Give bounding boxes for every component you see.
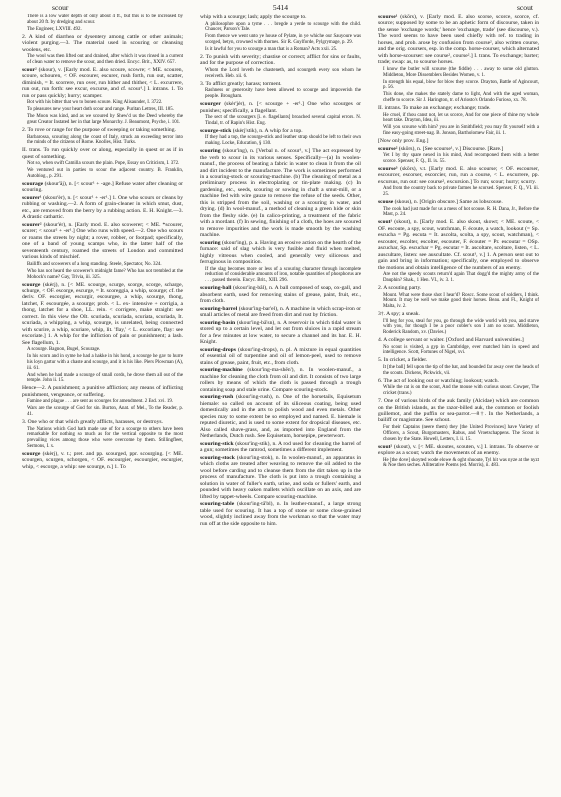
- column-middle: [200, 14, 361, 794]
- dictionary-entry: scouring-stick (skour'ing-stik), n. A rod used for cleaning the barrel of a gun; sometimes the ramrod, sometimes a different implement.: [200, 440, 361, 454]
- dictionary-entry: scout² (skout), v. [< ME. skoutes, scouten, v.] I. intrans. To observe or explore as a scout; watch the movements of an enemy.: [378, 443, 539, 456]
- quotation: In strength his equal, blow for blow they scorce. Drayton, Battle of Agincourt, p. 56.: [383, 79, 539, 91]
- headword: scouring: [200, 148, 221, 155]
- dictionary-entry: scouring-ball (skour'ing-bâl), n. A ball composed of soap, ox-gall, and absorbent earth, used for removing stains of grease, paint, fruit, etc., from cloth.: [200, 285, 361, 305]
- dictionary-entry: scourse³ (skōrs), v.t. [Early mod. E. also scourse; < OF. escourser, escourcer, escorser, escorcier, run, run a course, < L. excurrere, pp. excursus, run out: see course², excursion.] To run; scour; hurry; scurry.: [378, 165, 539, 185]
- quotation: The cook had just made for us a mess of hot scouse. R. H. Dana, Jr., Before the Mast, p. 24.: [383, 206, 539, 218]
- headword: scouring-stick: [200, 440, 234, 447]
- quotation: If they had a top, the scourge-stick and leather strap should be left to their own making. Locke, Education, § 130.: [205, 135, 361, 147]
- headword: scourge: [22, 281, 41, 288]
- quotation: This done, she makes the stately dame to light, And with the aged woman, cheffe to scorce. Sir J. Harington, tr. of Ariosto's Orlando Furioso, xx. 78.: [383, 92, 539, 103]
- headword: scout²: [378, 443, 393, 450]
- quotation: Bot with his bitter that wo to bonen scoure. King Alisaunder, I. 3722.: [27, 100, 163, 106]
- dictionary-entry: scouring (skour'ing), n. [Verbal n. of scour¹, v.] The act expressed by the verb to scour in its various senses. Specifically—(a) In woolen-manuf., the process of beating a fabric in water to clean it from the oil and dirt incident to the manufacture. The work is sometimes performed in a scouring-stock or scouring-machine. (b) The cleaning of metal as a preliminary process in electroplating or tin-plate making. (c) In gardening, etc., seeds, scouring or sowing in chaft a smut-mill, or a machine fed with wire gauze to remove the refuse of the seeds. Other, this is stripped from the soil, washing or a scouring in water, and drying. (d) In wool-manuf., a method of cleaning a green hide or skin from the fleshy side. (e) In calico-printing, a treatment of the fabric with a mordant. (f) In sewing, finishing of a cloth, the hoes are scoured to remove impurities and the work is made smooth by the washing machine.: [200, 148, 361, 239]
- definition-text: 3. One who or that which greatly afflicts, harasses, or destroys.: [22, 419, 163, 426]
- column-right: [378, 14, 539, 794]
- headword: scouring-barrel: [200, 305, 238, 312]
- quotation: Mount. What were those shot I hear'd? Roscc. Some scout of soldiers, I think. Mount. It may be well we make good their horses. Beau. and Fl., Knight of Malta, iv. 2.: [383, 292, 539, 310]
- definition-text: 3. To afflict greatly; harass; torment.: [200, 80, 282, 87]
- quotation: The Nations which God hath made use of for a scourge to others have been remarkable for nothing so much as for the vertical opposite to the most prevailing vices among those who were overcome by them. Stillingfleet, Sermons, I. x.: [27, 426, 183, 449]
- guide-word-left: scour: [52, 3, 69, 12]
- quotation: Whom the Lord loveth he chasteneth, and scourgeth every son whom he receiveth. Heb. xii. 6.: [205, 68, 361, 79]
- quotation: Who has not heard the scowerer's midnight fame? Who has not trembled at the Mohock's name? Gay, Trivia, iii. 325.: [27, 268, 183, 280]
- quotation: And when he had made a scourge of small cords, he drove them all out of the temple. John ii. 15.: [27, 372, 183, 384]
- headword: scouse: [378, 199, 394, 206]
- page-number: 5414: [272, 3, 289, 12]
- column-left: [22, 14, 183, 794]
- headword: scourse³: [378, 165, 398, 172]
- headword: scouring-ball: [200, 285, 232, 292]
- definition-text: 6. The act of looking out or watching; lookout; watch.: [378, 377, 499, 384]
- definition-text: whip with a scourge; lash; apply the scourge to.: [200, 14, 307, 20]
- quotation: Not so, when swift Camilla scours the plain. Pope, Essay on Criticism, I. 372.: [27, 161, 180, 167]
- quotation: Wars are the scourge of God for sin. Burton, Anat. of Mel., To the Reader, p. 41.: [27, 406, 183, 418]
- dictionary-entry: scour² (skour), v. [Early mod. E. also scoure, scowre; < ME. scouren, scoure, schouren, < OF. escourer, escurer, rush forth, run out, scatter, diminish, = It. scorrere, run over, run hither and thither, < L. excurrere, run out, run forth: see excur, excurse, and cf. scour¹.] I. intrans. 1. To run or pass quickly; hurry; scamper.: [22, 66, 183, 99]
- dictionary-entry: scouse (skous), n. [Origin obscure.] Same as lobscouse.: [378, 199, 503, 206]
- dictionary-entry: scouring (skour'ing), p. a. Having an erosive action on the hearth of the furnace: said of slag which is very fusible and fluid when melted, highly vitreous when cooled, and generally very siliceous and ferruginous in composition.: [200, 239, 361, 266]
- headword: scourer²: [22, 222, 42, 229]
- quotation: No scout is visited, a gyp in Cambridge, ever matched him in speed and intelligence. Scott, Fortunes of Nigel, xvi.: [383, 344, 539, 356]
- headword: scouring-stock: [200, 454, 235, 461]
- quotation: The wool was then lifted out and drained, after which it was rinsed in a current of clean water to remove the scour, and then dried. Encyc. Brit., XXIV. 657.: [27, 54, 183, 65]
- quotation: The sect of the scourgers [i. e. flagellants] broached several capital errors. N. Tindal, tr. of Rapin's Hist. Eng.: [205, 115, 361, 126]
- definition-text: II. trans. To run quickly over or along, especially in quest or as if in quest of something.: [22, 147, 183, 160]
- dictionary-entry: scourer¹ (skour'ėr), n. [< scour¹ + -er¹.] 1. One who scours or cleans by rubbing or washing.—2. A form of grain-cleaner in which smut, dust, etc., are removed from the berry by a rubbing action. E. H. Knight.—3. A drastic cathartic.: [22, 195, 183, 221]
- definition-text: 2. A kind of diarrhea or dysentery among cattle or other animals; violent purging.—3. The material used in scouring or cleansing woolens, etc.: [22, 33, 183, 53]
- quotation: In his scorn and in syme he had a hakke in his hond, a scourge he gav to hurre his loyn gartur with a chaste and scourge, and it is his like. Piers Plowman (A), iii. 61.: [27, 354, 183, 371]
- dictionary-entry: scourse¹ (skōrs), v. [Early mod. E. also scorse, scorce, scorce, cf. source; supposed by some to be an aphetic form of discourse, taken in the sense 'exchange words;' hence 'exchange, trade' (see discourse, v.). The word seems to have been used chiefly with ref. to trading in horses, and prob. arose by confusion from course², also written course, and the orig. coursers, esp. in the comp. horse-courser, which alternated with horse-scourser: see course², course².] I. trans. To exchange; barter; trade; swap: as, to scourse horses.: [378, 14, 539, 66]
- quotation: There is a low water depth of only about 4 ft., but this is to be increased by about 20 ft. by dredging and scour.: [27, 14, 183, 25]
- quotation: Barbarossa, scouring along the coast of Italy, struck an exceeding terror into the minds of the citizens of Rome. Knolles, Hist. Turks.: [27, 134, 183, 146]
- headword: scourse²: [378, 145, 398, 152]
- quotation: Famine and plague . . . are sent as scourges for amendment. 2 Esd. xvi. 19.: [27, 399, 174, 405]
- dictionary-entry: scourage (skour'āj), n. [< scour¹ + -age.] Refuse water after cleaning or scouring.: [22, 180, 183, 194]
- headword: scourger: [200, 101, 221, 108]
- headword: scourge-stick: [200, 127, 232, 134]
- dictionary-entry: scourger (skėr'jėr), n. [< scourge + -er¹.] One who scourges or punishes; specifically, a flagellant.: [200, 101, 361, 114]
- definition-text: 2. To rove or range for the purpose of sweeping or taking something.: [22, 126, 176, 133]
- quotation: Will you scourse with him? you are in Smithfield; you may fit yourself with a fine easy-going street-nag. B. Jonson, Bartholomew Fair, iii. 1.: [383, 125, 539, 136]
- quotation: And from the country back to private farmes he scorsed. Spenser, F. Q., VI. iii. 25.: [383, 186, 539, 198]
- headword: scouring-rush: [200, 394, 234, 401]
- headword: scourer¹: [22, 195, 42, 202]
- quotation: I know the butler will scourse (the fiddle) . . . away to some old glutton. Middleton, More Dissemblers Besides Women, v. 1.: [383, 66, 539, 78]
- quotation: The Moon was kind, and as we scoured by Shew'd us the Deed whereby the great Creator Instated her in that large Monarchy. J. Beaumont, Psyche, i. 101.: [27, 114, 183, 125]
- quotation: While the rat is on the scout, And the mouse with curious snout. Cowper, The cricket (trans.): [383, 385, 539, 397]
- dictionary-entry: scourge (skėrj), v. t.; pret. and pp. scourged, ppr. scourging. [< ME. scourgen, scurgen, schorgen, < OF. escourgier, escourgier, escurgier, whip, < escorge, a whip: see scourge, n.] 1. To: [22, 450, 183, 470]
- dictionary-entry: scouring-drops (skour'ing-drops), n. pl. A mixture in equal quantities of essential oil of turpentine and oil of lemon-peel, used to remove stains of grease, paint, fruit, etc., from cloth.: [200, 346, 361, 366]
- quotation: For their Captains (neere them) they [the United Provinces] have Variety of Officers, a Scout, Burgomasters, Rabus, and Vroetschappens. The Scout is chosen by the State. Howell, Letters, I. ii. 15.: [383, 425, 539, 442]
- headword: scout¹: [378, 219, 393, 226]
- headword: scouring-drops: [200, 346, 236, 353]
- quotation: To pleasures new your heart doth scour and range. Puritan Lettres, III. 185.: [27, 107, 174, 113]
- headword: scouring-basin: [200, 319, 236, 326]
- quotation: Rashness or generosity have been allowed to scourge and impoverish the people. Brougham.: [205, 88, 361, 100]
- quotation: If the slag becomes more or less of a scouring character through incomplete reduction of considerable amounts of iron, notable quantities of phosphorus are . . . passed therein. Encyc. Brit., XIII. 296.: [205, 266, 361, 284]
- quotation: It [the ball] fell upon the tip of the bat, and bounded far away over the heads of the scouts. Dickens, Pickwick, vii.: [383, 365, 539, 376]
- definition-text: 5. In cricket, a fielder.: [378, 357, 428, 364]
- definition-text: Hence—2. A punishment; a punitive affliction; any means of inflicting punishment, vengeance, or suffering.: [22, 385, 183, 398]
- quotation: I'll beg for you, steal for you, go through the wide world with you, and starve with you, for though I be a poor cobler's son I am no scout. Middleton, Roderick Random, xv. (Davies.): [383, 318, 539, 336]
- headword: scourge: [22, 450, 41, 457]
- headword: scourage: [22, 180, 44, 187]
- quotation: A philosophre upon a tyme . . . bregde a yerde to scourge with the child. Chaucer, Parson's Tale.: [205, 21, 361, 33]
- headword: scour²: [22, 66, 37, 73]
- dictionary-entry: scourse² (skōrs), n. [See scourse¹, v.] Discourse. [Rare.]: [378, 145, 504, 152]
- page-header: [0, 3, 561, 13]
- headword: scouring: [200, 239, 221, 246]
- headword: scouring-table: [200, 501, 235, 508]
- quotation: A scourge. Bagnon, Bugel, Scourage.: [27, 347, 101, 353]
- dictionary-entry: scouring-barrel (skour'ing-bar'el), n. A machine in which scrap-iron or small articles of metal are freed from dirt and rust by friction.: [200, 305, 361, 319]
- guide-word-right: scout: [516, 3, 533, 12]
- headword: scouring-machine: [200, 367, 243, 374]
- dictionary-entry: scouring-rush (skour'ing-rush), n. One of the horsetails, Equisetum hiemale: so called on account of its siliceous coating, being used domestically and in the arts to polish wood and even metals. Other species may to some extent be so employed and named. E. hiemale is reputed diuretic, and is used to some extent for dropsical diseases, etc. Also called shave-grass, and, as imported into England from the Netherlands, Dutch rush. See Equisetum, horsepipe, pewterwort.: [200, 394, 361, 440]
- definition-text: II. intrans. To make an exchange; exchange; trade.: [378, 104, 491, 111]
- dictionary-entry: scourge-stick (skėrj'stik), n. A whip for a top.: [200, 127, 303, 134]
- dictionary-entry: scourge (skėrj), n. [< ME. scourge, scurge, scorge, scorge, scharge, schurge, < OF. escorge, escurge, = It. scoreggia, a whip, scourge; cf. the deriv. OF. escorgier, escurgir, escourgee, a whip, scourge, thong, latchet, F. escourgée, a scourge; prob. < L. ex- intensive + corrigia, a thong, latchet for a shoe, LL. rein. < corrigere, make straight: see correct. In this view the OIt. scuriada, scuriada, scuriata, scuriada, It. scuriada, a whipping, a whip, scourge, is unrelated, being connected with scurire, a whip, scuriare, whip, lit. 'flay,' < L. excoriare, flay: see excoriate.] 1. A whip for the infliction of pain or punishment; a lash. See flagellum, 1.: [22, 281, 183, 346]
- definition-text: 7. One of various birds of the auk family (Alcidae) which are common on the British islands, as the razor-billed auk, the common or foolish guillemot, and the puffin or sea-parrot.—8†. In the Netherlands, a bailiff or magistrate. See schout.: [378, 398, 539, 424]
- definition-text: 4. A college servant or waiter. [Oxford and Harvard universities.]: [378, 337, 524, 344]
- dictionary-entry: scout¹ (skout), n. [Early mod. E. also skout, skowt; < ME. scoute, < OF. escoute, a spy, scout, watchman, F. écoute, a watch, lookout (= Sp. escucha = Pg. escuta = It. ascolta, scolta, a spy, scout, watchman), < escouter, escolter, escolter, escouter, F. écouter = Pr. escoutar = OSp. ascuchar, Sp. escuchar = Pg. escutar = It. ascoltare, scoltare, listen, < L. auscultare, listen: see auscultate. Cf. scout¹, v.] 1. A person sent out to gain and bring in information; specifically, one employed to observe the motions and obtain intelligence of the numbers of an enemy.: [378, 219, 539, 271]
- definition-text: 2. A scouting party.: [378, 284, 422, 291]
- quotation: Yet I by thy spare nexed in his mind, And recomponed them with a better scorce. Spenser, F. Q., II. ix. 55.: [383, 153, 539, 164]
- dictionary-entry: scouring-stock (skour'ing-stok), n. In woolen-manuf., an apparatus in which cloths are treated after weaving to remove the oil added to the wool before carding and to cleanse them from the dirt taken up in the process of manufacture. The cloth is put into a trough containing a solution in water of fuller's earth, urine, and soda or fullers' earth, and pounded with heavy oaken mallets which oscillate on an axis, and are lifted by tappet-wheels. Compare scouring-machine.: [200, 454, 361, 500]
- quotation: We ventured out in parties to scour the adjacent country. B. Franklin, Autobiog., p. 291.: [27, 168, 183, 179]
- dictionary-entry: scouring-basin (skour'ing-bā'sn), n. A reservoir in which tidal water is stored up to a certain level, and let out from sluices in a rapid stream for a few minutes at low water, to secure a channel and its bar. E. H. Knight.: [200, 319, 361, 346]
- dictionary-entry: scouring-machine (skour'ing-ma-shēn'), n. In woolen-manuf., a machine for cleaning the cloth from oil and dirt. It consists of two large rollers by means of which the cloth is passed through a trough containing soap and stale urine. Compare scouring-stock.: [200, 367, 361, 393]
- dictionary-entry: scouring-table (skour'ing-tā'bl), n. In leather-manuf., a large strong table used for scouring. It has a top of stone or some close-grained wood, slightly inclined away from the workman so that the water may run off at the side opposite to him.: [200, 501, 361, 527]
- quotation: The Engineer, LXVIII. 492.: [27, 26, 82, 32]
- quotation: Are not the speedy scouts return'd again That dogg'd the mighty army of the Dauphin? Shak., 1 Hen. VI., iv. 3. 1.: [383, 272, 539, 283]
- quotation: He [the dove] skoyted wode elowe & oght shuoute, Tyl hit was nyze at the nyzt & Noe then seches. Alliterative Poems (ed. Morris), ii. 483.: [383, 457, 539, 469]
- definition-text: [Now only prov. Eng.]: [378, 137, 429, 144]
- definition-text: 2. To punish with severity; chastise or correct; afflict for sins or faults, and for the purpose of correction.: [200, 53, 361, 67]
- definition-text: 3†. A spy; a sneak.: [378, 311, 420, 317]
- quotation: Is it lawful for you to scourge a man that is a Roman? Acts xxii. 25.: [205, 47, 338, 53]
- quotation: He cruel, if thou canst not, let us scorce, And for one piece of thine my whole heart take. Drayton, Idea, iii.: [383, 112, 539, 124]
- quotation: Bailiffs and scowerers of a long standing. Steele, Spectator, No. 324.: [27, 261, 162, 267]
- quotation: From thence we went unto ye house of Pylate, in ye whiche our Sauyoure was scorged, betyn, crowned with thornes. Sir R. Guylforde, Pylgrymage, p. 29.: [205, 34, 361, 46]
- dictionary-entry: scourer² (skour'ėr), n. [Early mod. E. also scowerer; < ME. *scourer, scurer; < scour² + -er¹.] One who runs with speed.—2. One who scours or roams the streets by night; a rover, robber, or footpad; specifically, one of a band of young scamps who, in the latter half of the seventeenth century, roamed the streets of London and committed various kinds of mischief.: [22, 222, 183, 261]
- headword: scourse¹: [378, 14, 398, 20]
